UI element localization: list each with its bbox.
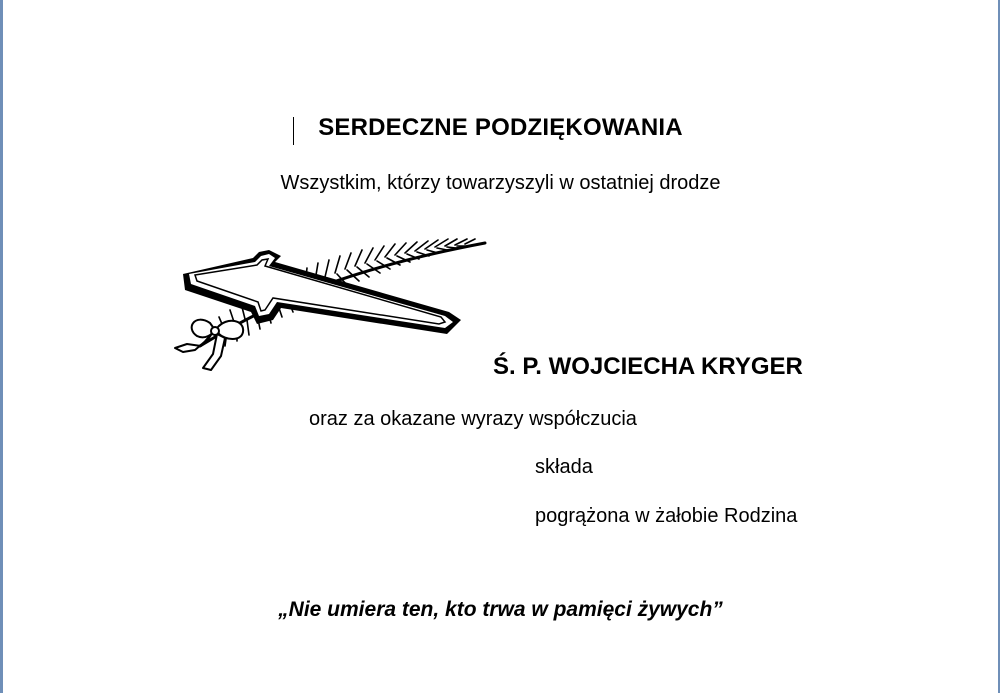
document-subtitle: Wszystkim, którzy towarzyszyli w ostatniej drodze bbox=[280, 172, 721, 194]
cross-with-palm-branch-icon bbox=[165, 228, 495, 378]
deceased-name: Ś. P. WOJCIECHA KRYGER bbox=[493, 353, 803, 380]
condolences-line: oraz za okazane wyrazy współczucia bbox=[309, 408, 637, 430]
verb-line: składa bbox=[535, 456, 593, 478]
signature-line: pogrążona w żałobie Rodzina bbox=[535, 505, 798, 527]
memorial-quote: „Nie umiera ten, kto trwa w pamięci żywych” bbox=[278, 598, 723, 621]
ribbon-bow-icon bbox=[175, 320, 243, 370]
document-page[interactable] bbox=[3, 0, 998, 693]
document-title: SERDECZNE PODZIĘKOWANIA bbox=[318, 114, 683, 141]
